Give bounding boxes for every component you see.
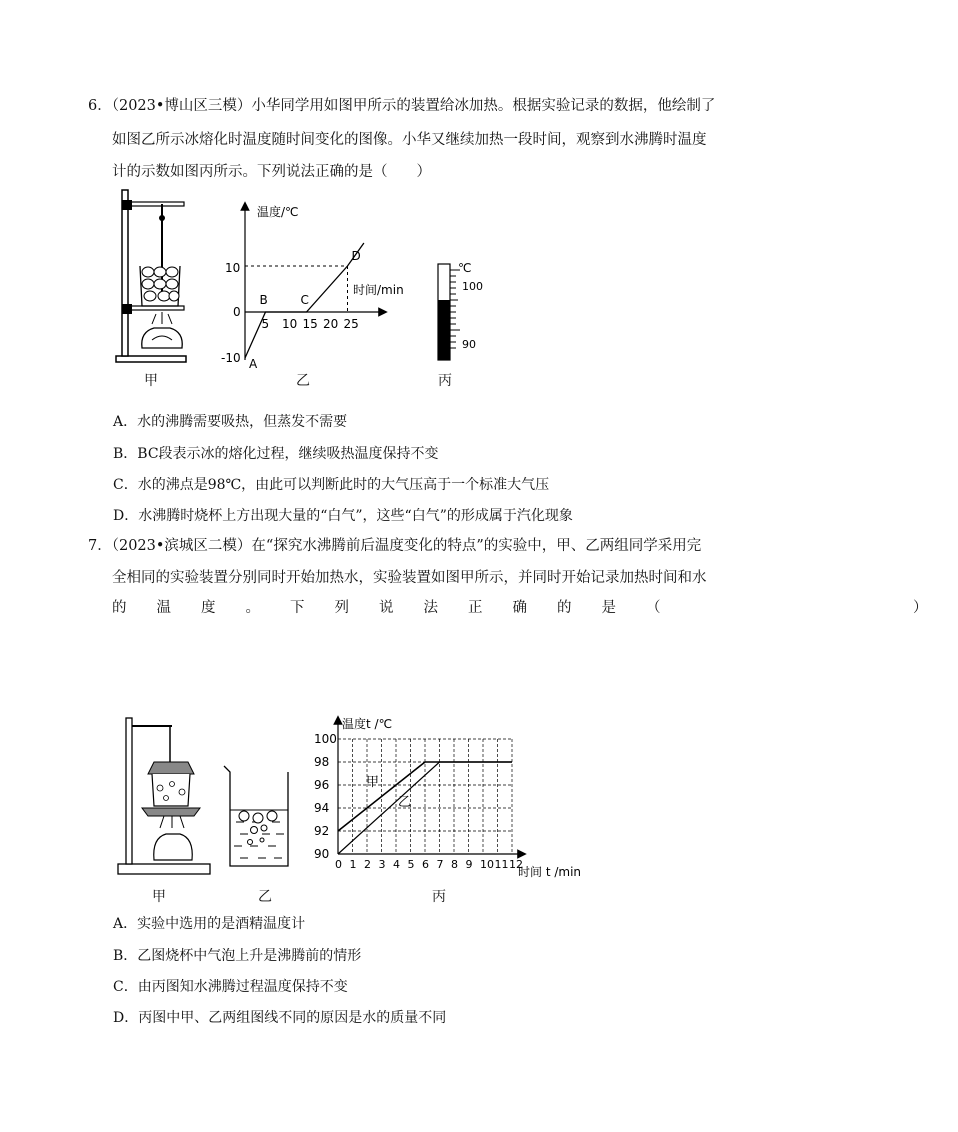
q7-ytick: 92 xyxy=(314,824,330,838)
q7-beaker-figure xyxy=(218,760,298,872)
q6-thermo-unit: ℃ xyxy=(458,261,472,275)
q7-ytick: 94 xyxy=(314,801,330,815)
q6-caption-jia: 甲 xyxy=(144,373,158,389)
q6-point-label: D xyxy=(351,249,361,263)
q6-xtick: 10 xyxy=(282,317,298,331)
q7-ytick: 100 xyxy=(314,732,337,746)
q6-line-3: 计的示数如图丙所示。下列说法正确的是（ ） xyxy=(112,164,431,180)
q6-option-b: B．BC段表示冰的熔化过程，继续吸热温度保持不变 xyxy=(113,446,439,462)
q7-xtick: 3 xyxy=(378,858,386,871)
q6-point-label: C xyxy=(300,293,309,307)
q6-option-a: A．水的沸腾需要吸热，但蒸发不需要 xyxy=(113,414,348,430)
q6-xtick: 20 xyxy=(323,317,339,331)
q6-thermo-100: 100 xyxy=(462,280,483,293)
q6-line-2: 如图乙所示冰熔化时温度随时间变化的图像。小华又继续加热一段时间，观察到水沸腾时温度 xyxy=(112,132,707,148)
q7-line-2: 全相同的实验装置分别同时开始加热水，实验装置如图甲所示，并同时开始记录加热时间和水 xyxy=(112,570,707,586)
q7-ytick: 98 xyxy=(314,755,330,769)
q7-xtick: 5 xyxy=(407,858,415,871)
q6-temperature-graph xyxy=(215,198,415,374)
q7-ytick: 96 xyxy=(314,778,330,792)
q6-line-1: 6．（2023•博山区三模）小华同学用如图甲所示的装置给冰加热。根据实验记录的数据，他绘制了 xyxy=(88,98,716,114)
q7-line-1: 7．（2023•滨城区二模）在“探究水沸腾前后温度变化的特点”的实验中，甲、乙两组同学采用完 xyxy=(88,538,702,554)
q7-xtick: 0 xyxy=(335,858,342,871)
q6-point-label: B xyxy=(259,293,268,307)
q7-xtick: 9 xyxy=(465,858,473,871)
q7-xtick: 8 xyxy=(451,858,458,871)
q6-xtick: 15 xyxy=(302,317,318,331)
q7-caption-yi: 乙 xyxy=(258,889,272,905)
q7-caption-jia: 甲 xyxy=(152,889,166,905)
q7-ytick: 90 xyxy=(314,847,330,861)
q6-ytick-minus10: -10 xyxy=(221,351,241,365)
q7-series-label-yi: 乙 xyxy=(398,795,412,810)
q6-caption-bing: 丙 xyxy=(438,373,452,389)
q6-point-label: A xyxy=(249,357,258,371)
q6-graph-xlabel: 时间/min xyxy=(353,283,404,297)
q7-graph-ylabel: 温度t /℃ xyxy=(342,717,393,731)
q7-option-b: B．乙图烧杯中气泡上升是沸腾前的情形 xyxy=(113,948,362,964)
q7-apparatus-figure xyxy=(114,712,214,878)
q6-option-d: D．水沸腾时烧杯上方出现大量的“白气”，这些“白气”的形成属于汽化现象 xyxy=(113,508,573,524)
q7-xtick: 7 xyxy=(436,858,444,871)
q6-caption-yi: 乙 xyxy=(296,373,310,389)
q7-xtick: 2 xyxy=(364,858,371,871)
q7-option-c: C．由丙图知水沸腾过程温度保持不变 xyxy=(113,979,348,995)
q7-xtick: 1 xyxy=(349,858,357,871)
q7-option-d: D．丙图中甲、乙两组图线不同的原因是水的质量不同 xyxy=(113,1010,447,1026)
q7-temperature-graph xyxy=(306,716,590,882)
q6-option-c: C．水的沸点是98℃，由此可以判断此时的大气压高于一个标准大气压 xyxy=(113,477,550,493)
q6-ytick-0: 0 xyxy=(233,305,241,319)
q7-series-label-jia: 甲 xyxy=(366,775,380,790)
q7-xtick: 10 xyxy=(480,858,494,871)
q7-xtick: 4 xyxy=(393,858,400,871)
q6-xtick: 5 xyxy=(261,317,270,331)
q6-thermo-90: 90 xyxy=(462,338,476,351)
q7-xtick: 11 xyxy=(494,858,509,871)
q6-ytick-10: 10 xyxy=(225,261,241,275)
q6-xtick: 25 xyxy=(343,317,359,331)
q7-xtick: 12 xyxy=(509,858,523,871)
q7-graph-xlabel: 时间 t /min xyxy=(518,865,582,879)
q6-thermometer-figure xyxy=(430,258,490,368)
q7-caption-bing: 丙 xyxy=(432,889,446,905)
q7-xtick: 6 xyxy=(422,858,429,871)
q7-option-a: A．实验中选用的是酒精温度计 xyxy=(113,916,306,932)
q7-line-3: 的温度。下列说法正确的是（ ） xyxy=(112,600,958,616)
q6-graph-ylabel: 温度/℃ xyxy=(257,205,299,219)
q6-apparatus-figure xyxy=(112,188,192,366)
